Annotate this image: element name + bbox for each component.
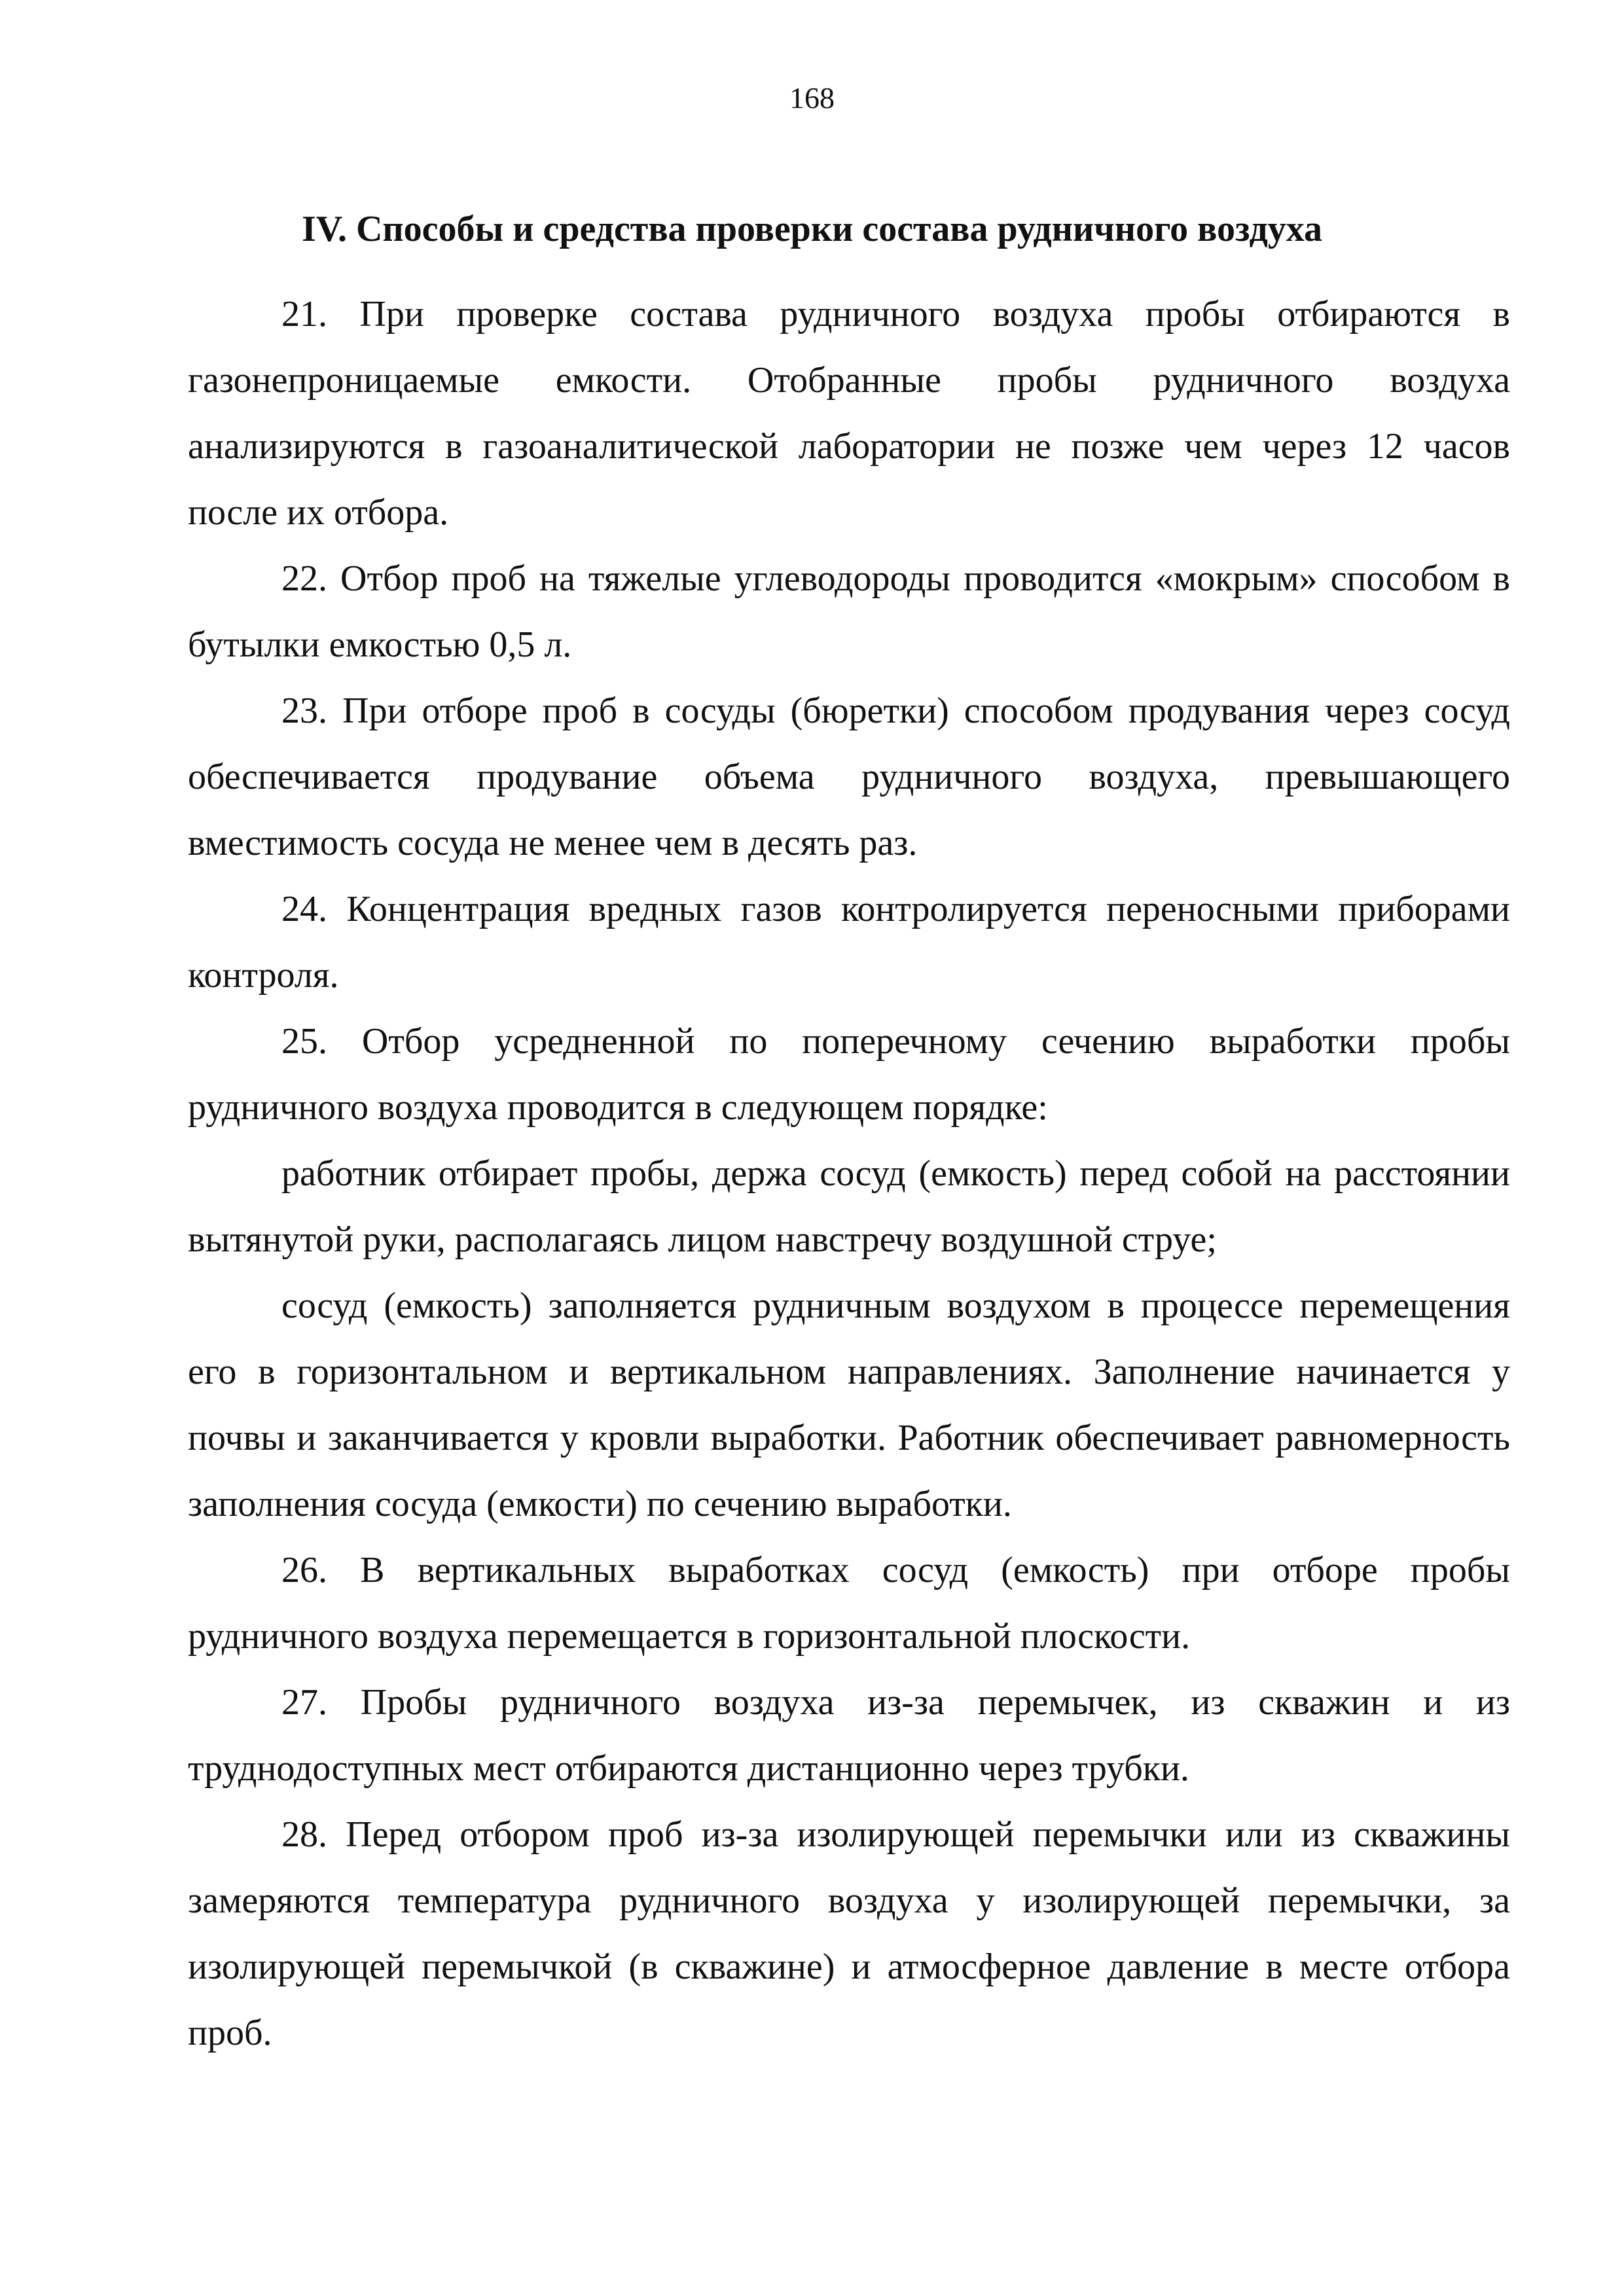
paragraph-23: 23. При отборе проб в сосуды (бюретки) способом продувания через сосуд обеспечивается продувание объема рудничного воздуха, превышающего вместимость сосуда не менее чем в десять раз. <box>188 691 1510 863</box>
page-number: 168 <box>789 81 835 115</box>
paragraph-25-step-1: работник отбирает пробы, держа сосуд (емкость) перед собой на расстоянии вытянутой руки, располагаясь лицом навстречу воздушной струе; <box>188 1153 1510 1260</box>
paragraph-26: 26. В вертикальных выработках сосуд (емкость) при отборе пробы рудничного воздуха перемещается в горизонтальной плоскости. <box>188 1550 1510 1657</box>
paragraph-28: 28. Перед отбором проб из-за изолирующей перемычки или из скважины замеряются температура рудничного воздуха у изолирующей перемычки, за изолирующей перемычкой (в скважине) и атмосферное давление в месте отбора проб. <box>188 1814 1510 2053</box>
body-text <box>188 281 1510 2066</box>
paragraph-24: 24. Концентрация вредных газов контролируется переносными приборами контроля. <box>188 889 1510 996</box>
paragraph-22: 22. Отбор проб на тяжелые углеводороды проводится «мокрым» способом в бутылки емкостью 0,5 л. <box>188 558 1510 665</box>
paragraph-27: 27. Пробы рудничного воздуха из-за перемычек, из скважин и из труднодоступных мест отбираются дистанционно через трубки. <box>188 1682 1510 1789</box>
paragraph-21: 21. При проверке состава рудничного воздуха пробы отбираются в газонепроницаемые емкости. Отобранные пробы рудничного воздуха анализируются в газоаналитической лаборатории не позже чем через 12 часов после их отбора. <box>188 294 1510 533</box>
section-heading: IV. Способы и средства проверки состава рудничного воздуха <box>301 209 1323 249</box>
paragraph-25: 25. Отбор усредненной по поперечному сечению выработки пробы рудничного воздуха проводится в следующем порядке: <box>188 1021 1510 1128</box>
paragraph-25-step-2: сосуд (емкость) заполняется рудничным воздухом в процессе перемещения его в горизонтальном и вертикальном направлениях. Заполнение начинается у почвы и заканчивается у кровли выработки. Работник обеспечивает равномерность заполнения сосуда (емкости) по сечению выработки. <box>188 1285 1510 1524</box>
